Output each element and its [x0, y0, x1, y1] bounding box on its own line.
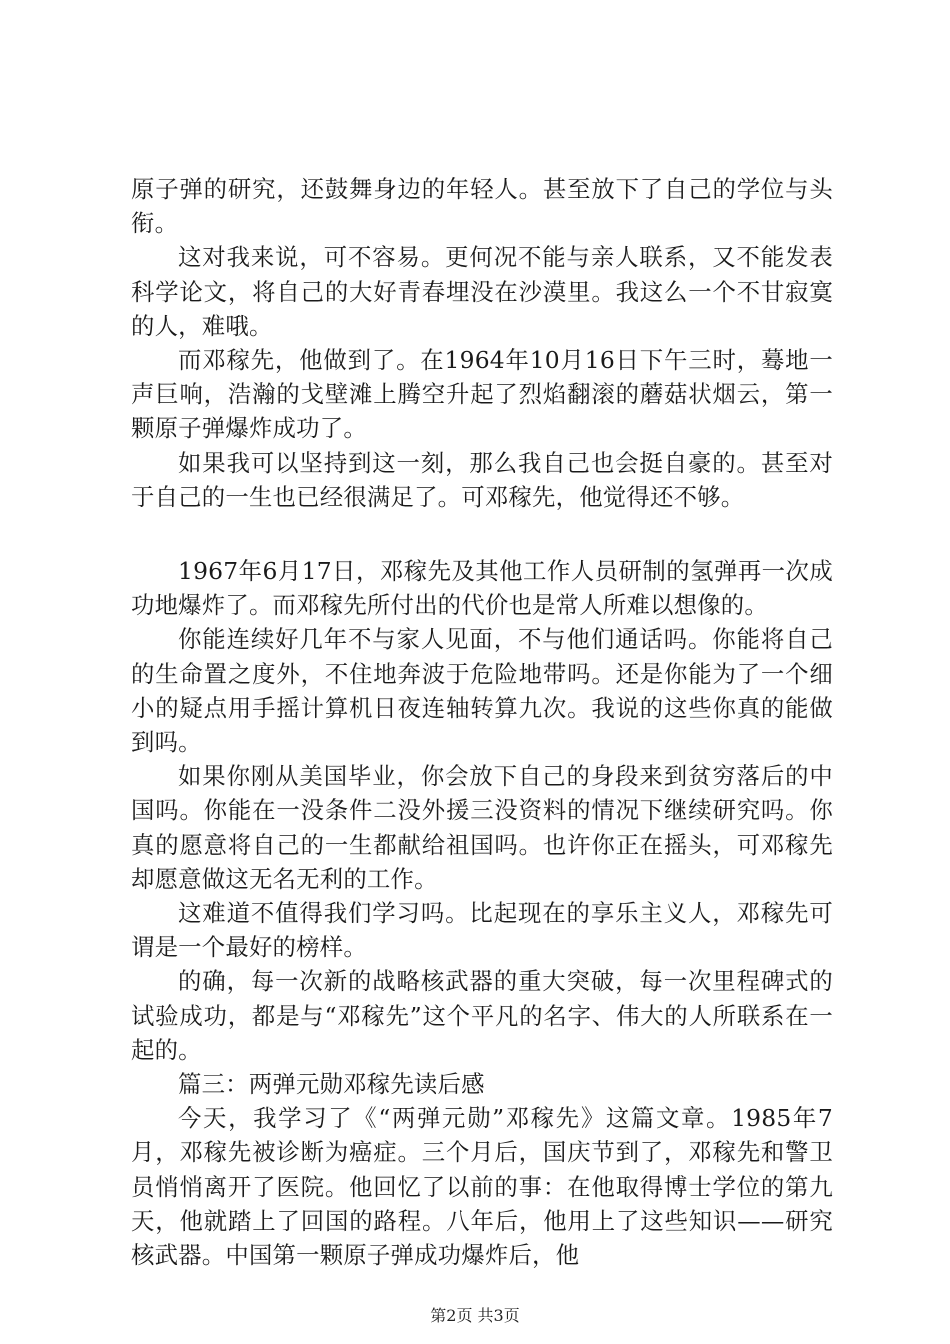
- paragraph: 的确，每一次新的战略核武器的重大突破，每一次里程碑式的试验成功，都是与“邓稼先”这个平凡的名字、伟大的人所联系在一起的。: [131, 967, 833, 1064]
- paragraph-spacer: [131, 514, 833, 554]
- paragraph: 这对我来说，可不容易。更何况不能与亲人联系，又不能发表科学论文，将自己的大好青春埋没在沙漠里。我这么一个不甘寂寞的人，难哦。: [131, 243, 833, 340]
- page-footer: [0, 1306, 950, 1326]
- section-heading: 篇三：两弹元勋邓稼先读后感: [178, 1070, 485, 1099]
- paragraph: 1967年6月17日，邓稼先及其他工作人员研制的氢弹再一次成功地爆炸了。而邓稼先所付出的代价也是常人所难以想像的。: [131, 557, 833, 620]
- paragraph: 今天，我学习了《“两弹元勋”邓稼先》这篇文章。1985年7月，邓稼先被诊断为癌症。三个月后，国庆节到了，邓稼先和警卫员悄悄离开了医院。他回忆了以前的事：在他取得博士学位的第九天，他就踏上了回国的路程。八年后，他用上了这些知识——研究核武器。中国第一颗原子弹成功爆炸后，他: [131, 1104, 833, 1270]
- paragraph-continuation: 原子弹的研究，还鼓舞身边的年轻人。甚至放下了自己的学位与头衔。: [131, 175, 833, 238]
- paragraph: 如果你刚从美国毕业，你会放下自己的身段来到贫穷落后的中国吗。你能在一没条件二没外援三没资料的情况下继续研究吗。你真的愿意将自己的一生都献给祖国吗。也许你正在摇头，可邓稼先却愿意做这无名无利的工作。: [131, 762, 833, 893]
- paragraph: 这难道不值得我们学习吗。比起现在的享乐主义人，邓稼先可谓是一个最好的榜样。: [131, 899, 833, 962]
- paragraph: 你能连续好几年不与家人见面，不与他们通话吗。你能将自己的生命置之度外，不住地奔波于危险地带吗。还是你能为了一个细小的疑点用手摇计算机日夜连轴转算九次。我说的这些你真的能做到吗。: [131, 625, 833, 757]
- document-body: [131, 172, 833, 1272]
- paragraph: 如果我可以坚持到这一刻，那么我自己也会挺自豪的。甚至对于自己的一生也已经很满足了。可邓稼先，他觉得还不够。: [131, 448, 833, 511]
- paragraph: 而邓稼先，他做到了。在1964年10月16日下午三时，蓦地一声巨响，浩瀚的戈壁滩上腾空升起了烈焰翻滚的蘑菇状烟云，第一颗原子弹爆炸成功了。: [131, 346, 833, 443]
- page-number: 第2页 共3页: [430, 1306, 520, 1325]
